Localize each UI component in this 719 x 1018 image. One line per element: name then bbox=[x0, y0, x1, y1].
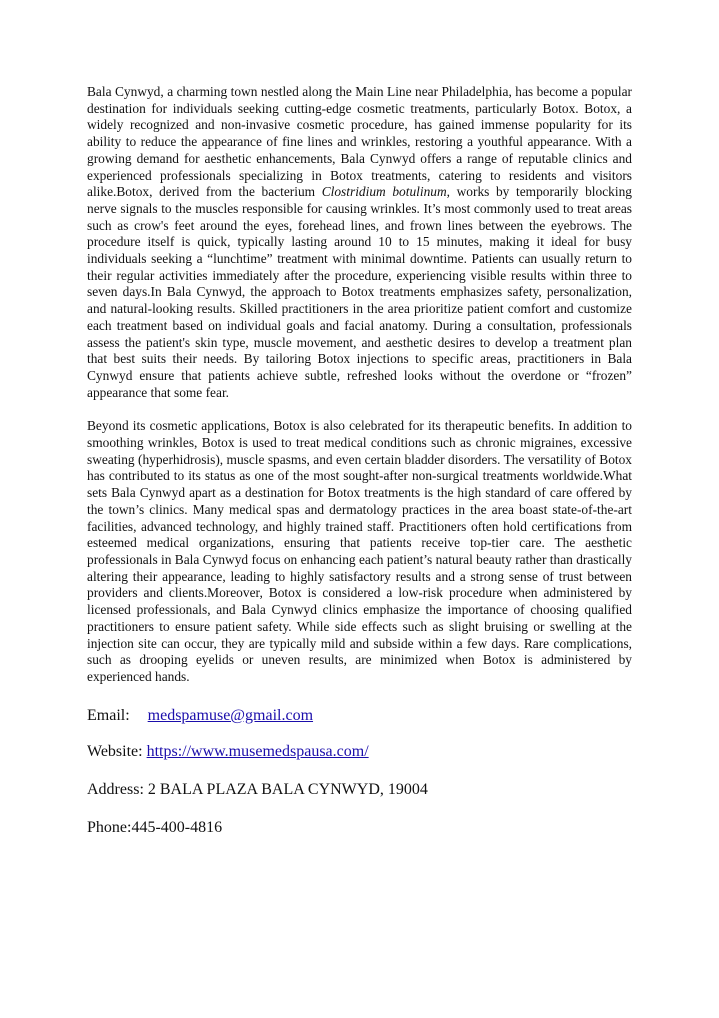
paragraph-intro-italic: Clostridium botulinum bbox=[321, 184, 447, 200]
paragraph-intro-text: Bala Cynwyd, a charming town nestled along the Main Line near Philadelphia, has become a popular destination for individuals seeking cutting-edge cosmetic treatments, particularly Botox. Botox, a widely recognized and non-invasive cosmetic procedure, has gained immense popularity for its ability to reduce the appearance of fine lines and wrinkles, restoring a youthful appearance. With a growing demand for aesthetic enhancements, Bala Cynwyd offers a range of reputable clinics and experienced professionals specializing in Botox treatments, catering to residents and visitors alike.Botox, derived from the bacterium bbox=[87, 84, 632, 200]
paragraph-intro-text-continued: , works by temporarily blocking nerve signals to the muscles responsible for causing wrinkles. It’s most commonly used to treat areas such as crow's feet around the eyes, forehead lines, and frown lines between the eyebrows. The procedure itself is quick, typically lasting around 10 to 15 minutes, making it ideal for busy individuals seeking a “lunchtime” treatment with minimal downtime. Patients can usually return to their regular activities immediately after the procedure, experiencing visible results within three to seven days.In Bala Cynwyd, the approach to Botox treatments emphasizes safety, personalization, and natural-looking results. Skilled practitioners in the area prioritize patient comfort and customize each treatment based on individual goals and facial anatomy. During a consultation, professionals assess the patient's skin type, muscle movement, and aesthetic desires to develop a treatment plan that best suits their needs. By tailoring Botox injections to specific areas, practitioners in Bala Cynwyd ensure that patients achieve subtle, refreshed looks without the overdone or “frozen” appearance that some fear. bbox=[87, 184, 632, 400]
contact-address-line: Address: 2 BALA PLAZA BALA CYNWYD, 19004 bbox=[87, 780, 428, 798]
paragraph-benefits: Beyond its cosmetic applications, Botox is also celebrated for its therapeutic benefits. In addition to smoothing wrinkles, Botox is used to treat medical conditions such as chronic migraines, excessive sweating (hyperhidrosis), muscle spasms, and even certain bladder disorders. The versatility of Botox has contributed to its status as one of the most sought-after non-surgical treatments worldwide.What sets Bala Cynwyd apart as a destination for Botox treatments is the high standard of care offered by the town’s clinics. Many medical spas and dermatology practices in the area boast state-of-the-art facilities, advanced technology, and highly trained staff. Practitioners often hold certifications from esteemed medical organizations, ensuring that patients receive top-tier care. The aesthetic professionals in Bala Cynwyd focus on enhancing each patient’s natural beauty rather than drastically altering their appearance, leading to highly satisfactory results and a strong sense of trust between providers and clients.Moreover, Botox is considered a low-risk procedure when administered by licensed professionals, and Bala Cynwyd clinics emphasize the importance of choosing qualified practitioners to ensure patient safety. While side effects such as slight bruising or swelling at the injection site can occur, they are typically mild and subside within a few days. Rare complications, such as drooping eyelids or uneven results, are minimized when Botox is administered by experienced hands. bbox=[87, 418, 632, 684]
contact-email-line bbox=[87, 706, 632, 726]
contact-website-line bbox=[87, 742, 632, 762]
document-page bbox=[87, 84, 632, 838]
paragraph-intro bbox=[87, 84, 632, 401]
contact-phone-line: Phone:445-400-4816 bbox=[87, 818, 223, 836]
email-label: Email: bbox=[87, 706, 130, 724]
website-label: Website: bbox=[87, 742, 147, 760]
website-link[interactable]: https://www.musemedspausa.com/ bbox=[146, 742, 369, 760]
email-link[interactable]: medspamuse@gmail.com bbox=[147, 706, 314, 724]
